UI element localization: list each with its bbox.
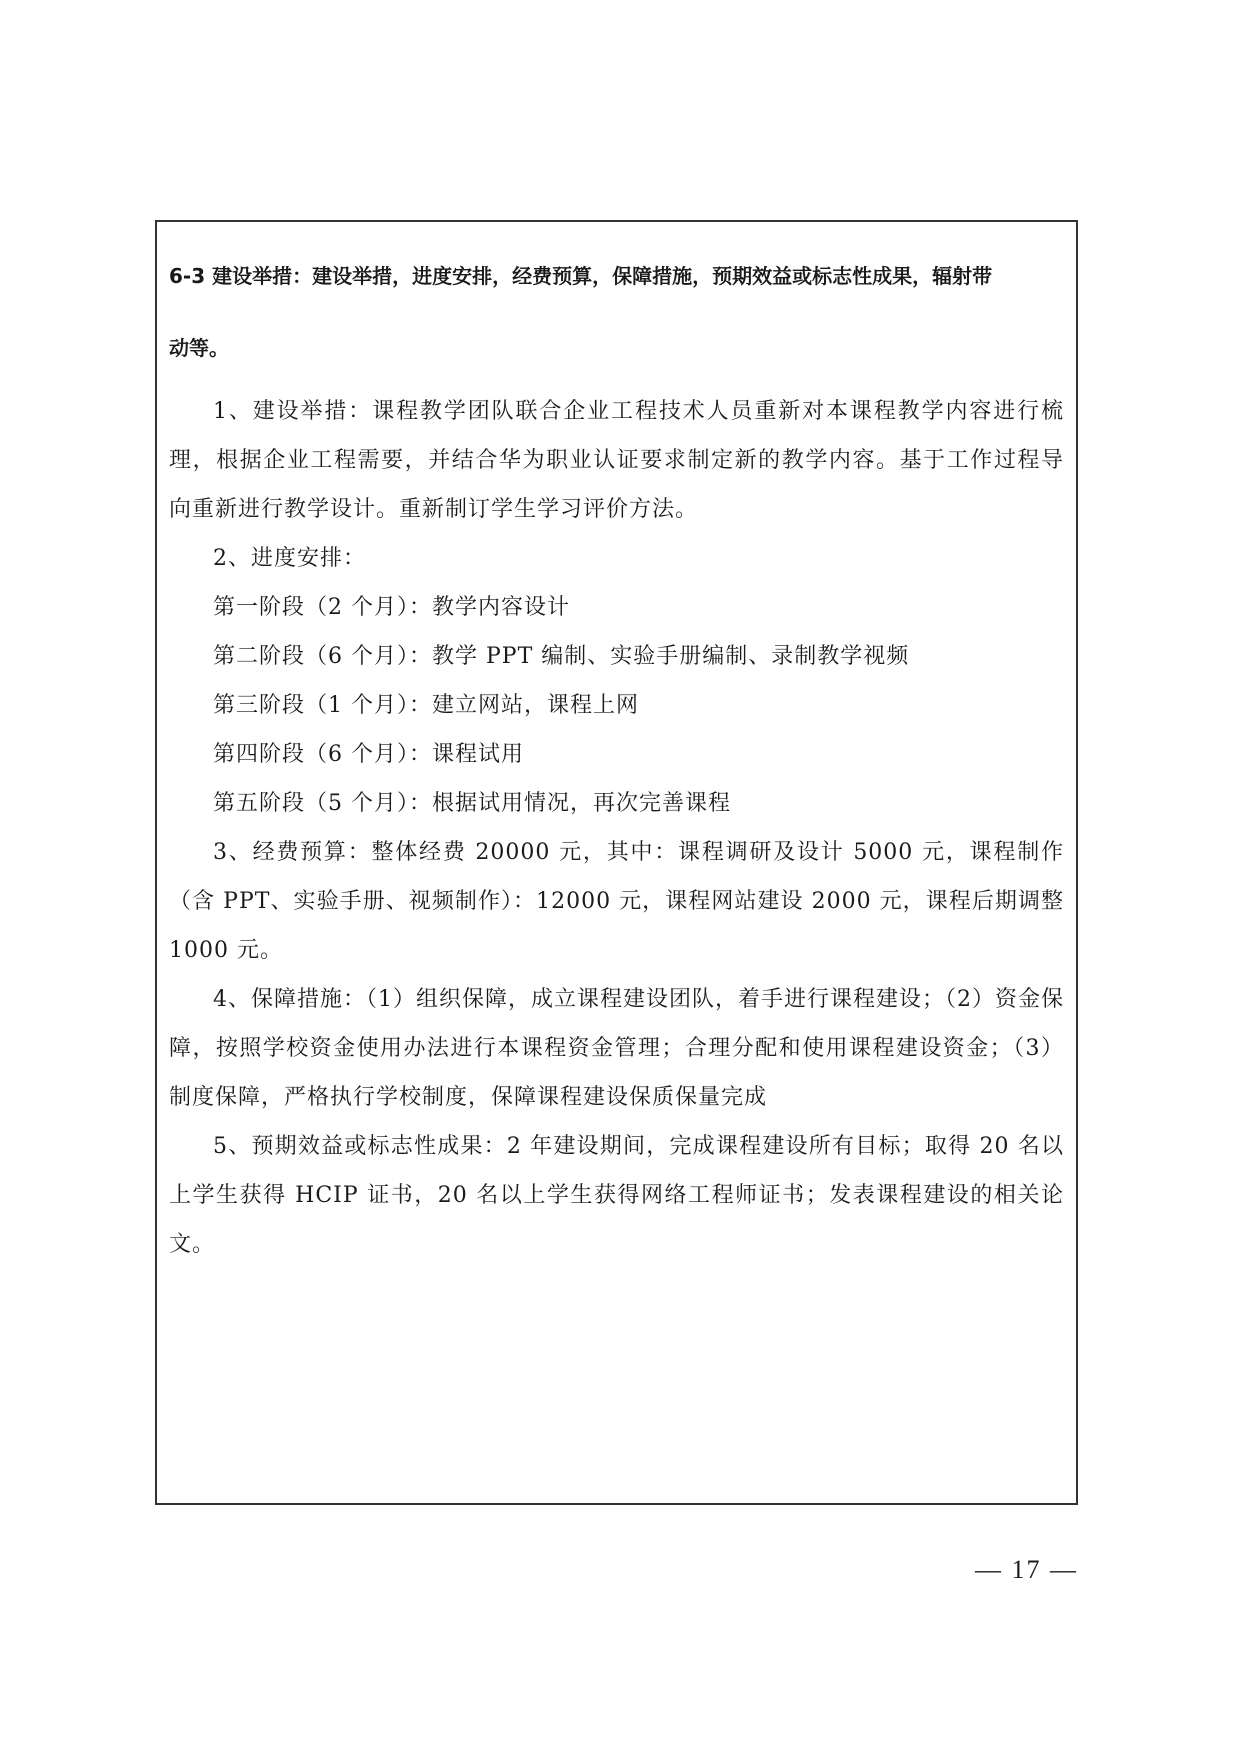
paragraph-outcomes: 5、预期效益或标志性成果：2 年建设期间，完成课程建设所有目标；取得 20 名以上学生获得 HCIP 证书，20 名以上学生获得网络工程师证书；发表课程建设的相关论文。 (169, 1134, 1064, 1257)
paragraph-phase-1: 第一阶段（2 个月）：教学内容设计 (213, 595, 570, 620)
section-body (169, 387, 1064, 1269)
page-number: — 17 — (975, 1555, 1078, 1584)
paragraph-schedule-heading: 2、进度安排： (213, 546, 366, 571)
paragraph-budget: 3、经费预算：整体经费 20000 元，其中：课程调研及设计 5000 元，课程制作（含 PPT、实验手册、视频制作）：12000 元，课程网站建设 2000 元，课程后期调整 1000 元。 (169, 840, 1064, 963)
paragraph-safeguards: 4、保障措施：（1）组织保障，成立课程建设团队，着手进行课程建设；（2）资金保障，按照学校资金使用办法进行本课程资金管理；合理分配和使用课程建设资金；（3）制度保障，严格执行学校制度，保障课程建设保质保量完成 (169, 987, 1064, 1110)
paragraph-phase-3: 第三阶段（1 个月）：建立网站，课程上网 (213, 693, 639, 718)
paragraph-phase-4: 第四阶段（6 个月）：课程试用 (213, 742, 524, 767)
paragraph-phase-5: 第五阶段（5 个月）：根据试用情况，再次完善课程 (213, 791, 731, 816)
section-heading (169, 240, 1064, 384)
content-table-cell (155, 220, 1078, 1505)
section-heading-line-1: 6-3 建设举措：建设举措，进度安排，经费预算，保障措施，预期效益或标志性成果，辐射带 (169, 264, 993, 288)
paragraph-phase-2: 第二阶段（6 个月）：教学 PPT 编制、实验手册编制、录制教学视频 (213, 644, 910, 669)
paragraph-measures: 1、建设举措：课程教学团队联合企业工程技术人员重新对本课程教学内容进行梳理，根据企业工程需要，并结合华为职业认证要求制定新的教学内容。基于工作过程导向重新进行教学设计。重新制订学生学习评价方法。 (169, 399, 1064, 522)
section-heading-line-2: 动等。 (169, 336, 229, 360)
